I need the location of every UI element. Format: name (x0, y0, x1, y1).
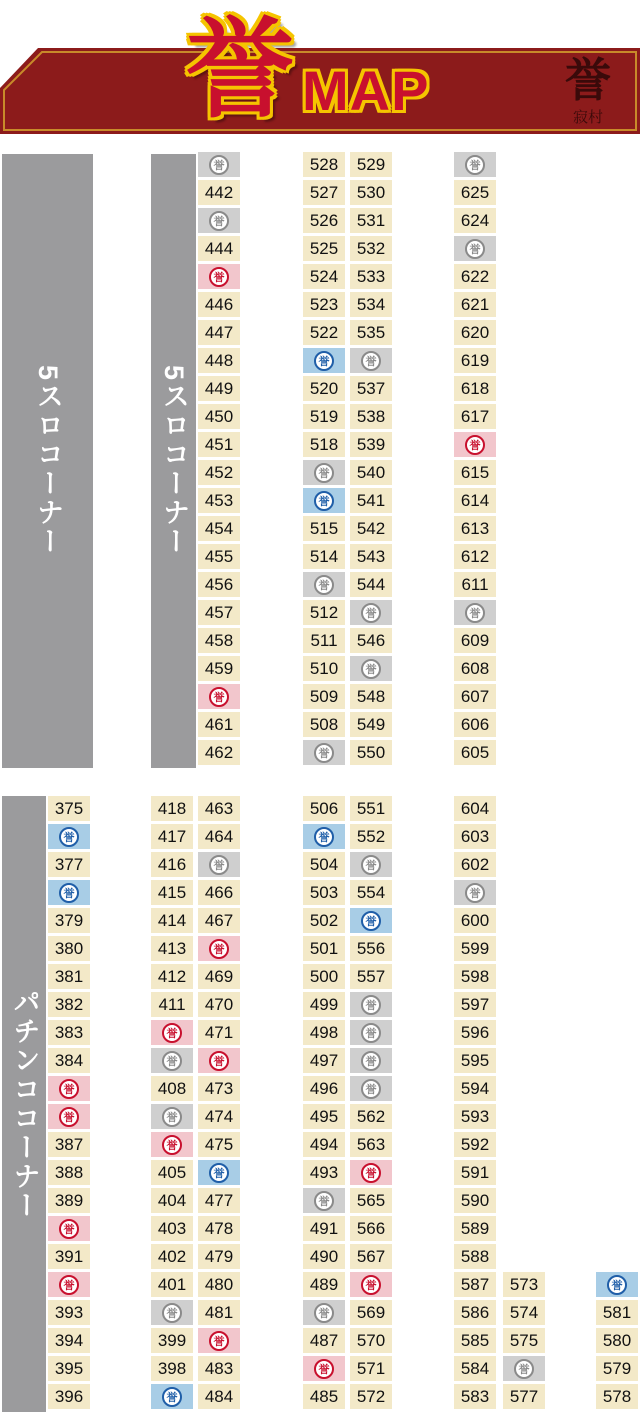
machine-slot[interactable]: 611 (454, 572, 496, 597)
homare-medal-icon: 誉 (162, 1387, 182, 1407)
machine-slot[interactable]: 417 (151, 824, 193, 849)
machine-slot[interactable]: 442 (198, 180, 240, 205)
homare-medal-icon: 誉 (465, 603, 485, 623)
machine-slot[interactable]: 591 (454, 1160, 496, 1185)
machine-slot[interactable]: 525 (303, 236, 345, 261)
machine-slot[interactable]: 462 (198, 740, 240, 765)
machine-slot[interactable]: 612 (454, 544, 496, 569)
machine-slot[interactable]: 604 (454, 796, 496, 821)
machine-slot[interactable]: 454 (198, 516, 240, 541)
machine-slot[interactable]: 487 (303, 1328, 345, 1353)
machine-slot-gray-medal[interactable] (198, 208, 240, 233)
machine-slot[interactable]: 481 (198, 1300, 240, 1325)
machine-slot[interactable]: 471 (198, 1020, 240, 1045)
machine-slot[interactable]: 518 (303, 432, 345, 457)
machine-slot[interactable]: 508 (303, 712, 345, 737)
homare-medal-icon: 誉 (465, 435, 485, 455)
machine-slot[interactable]: 580 (596, 1328, 638, 1353)
homare-medal-icon: 誉 (59, 1079, 79, 1099)
machine-slot[interactable]: 519 (303, 404, 345, 429)
machine-slot-gray-medal[interactable] (303, 460, 345, 485)
machine-slot[interactable]: 531 (350, 208, 392, 233)
header-banner (0, 0, 640, 140)
machine-slot[interactable]: 405 (151, 1160, 193, 1185)
machine-slot[interactable]: 418 (151, 796, 193, 821)
machine-slot[interactable]: 485 (303, 1384, 345, 1409)
machine-slot[interactable]: 529 (350, 152, 392, 177)
machine-slot[interactable]: 569 (350, 1300, 392, 1325)
machine-slot-red-medal[interactable] (303, 1356, 345, 1381)
machine-slot[interactable]: 475 (198, 1132, 240, 1157)
machine-slot-gray-medal[interactable] (151, 1048, 193, 1073)
machine-slot[interactable]: 474 (198, 1104, 240, 1129)
machine-slot[interactable]: 581 (596, 1300, 638, 1325)
machine-slot-gray-medal[interactable] (503, 1356, 545, 1381)
machine-slot[interactable]: 532 (350, 236, 392, 261)
machine-slot-red-medal[interactable] (198, 936, 240, 961)
machine-slot[interactable]: 394 (48, 1328, 90, 1353)
machine-slot-red-medal[interactable] (48, 1272, 90, 1297)
homare-medal-icon: 誉 (59, 1107, 79, 1127)
machine-slot[interactable]: 572 (350, 1384, 392, 1409)
homare-medal-icon: 誉 (514, 1359, 534, 1379)
machine-slot[interactable]: 599 (454, 936, 496, 961)
corner-label-pachinko (2, 796, 46, 1412)
machine-slot[interactable]: 384 (48, 1048, 90, 1073)
machine-slot[interactable]: 411 (151, 992, 193, 1017)
homare-medal-icon: 誉 (361, 1275, 381, 1295)
machine-slot[interactable]: 624 (454, 208, 496, 233)
machine-slot[interactable]: 556 (350, 936, 392, 961)
homare-medal-icon: 誉 (209, 211, 229, 231)
machine-slot[interactable]: 522 (303, 320, 345, 345)
machine-slot-gray-medal[interactable] (350, 1076, 392, 1101)
machine-slot[interactable]: 387 (48, 1132, 90, 1157)
machine-slot[interactable]: 618 (454, 376, 496, 401)
homare-medal-icon: 誉 (59, 883, 79, 903)
machine-slot[interactable]: 596 (454, 1020, 496, 1045)
homare-medal-icon: 誉 (162, 1051, 182, 1071)
machine-slot-gray-medal[interactable] (454, 236, 496, 261)
machine-slot[interactable]: 379 (48, 908, 90, 933)
machine-slot[interactable]: 539 (350, 432, 392, 457)
homare-medal-icon: 誉 (314, 351, 334, 371)
homare-medal-icon: 誉 (59, 1275, 79, 1295)
machine-slot[interactable]: 399 (151, 1328, 193, 1353)
machine-slot[interactable]: 496 (303, 1076, 345, 1101)
machine-slot[interactable]: 535 (350, 320, 392, 345)
machine-slot[interactable]: 395 (48, 1356, 90, 1381)
homare-medal-icon: 誉 (361, 1079, 381, 1099)
machine-slot[interactable]: 595 (454, 1048, 496, 1073)
machine-slot[interactable]: 526 (303, 208, 345, 233)
machine-slot[interactable]: 467 (198, 908, 240, 933)
machine-slot[interactable]: 605 (454, 740, 496, 765)
machine-slot[interactable]: 458 (198, 628, 240, 653)
machine-slot[interactable]: 493 (303, 1160, 345, 1185)
machine-slot[interactable]: 546 (350, 628, 392, 653)
machine-slot[interactable]: 617 (454, 404, 496, 429)
machine-slot-gray-medal[interactable] (151, 1300, 193, 1325)
machine-slot[interactable]: 625 (454, 180, 496, 205)
machine-slot[interactable]: 592 (454, 1132, 496, 1157)
machine-slot[interactable]: 414 (151, 908, 193, 933)
machine-slot[interactable]: 464 (198, 824, 240, 849)
machine-slot[interactable]: 455 (198, 544, 240, 569)
machine-slot[interactable]: 479 (198, 1244, 240, 1269)
machine-slot[interactable]: 575 (503, 1328, 545, 1353)
machine-slot[interactable]: 543 (350, 544, 392, 569)
homare-medal-icon: 誉 (209, 155, 229, 175)
machine-slot[interactable]: 451 (198, 432, 240, 457)
homare-medal-icon: 誉 (607, 1275, 627, 1295)
homare-medal-icon: 誉 (465, 883, 485, 903)
homare-medal-icon: 誉 (162, 1107, 182, 1127)
machine-slot[interactable]: 510 (303, 656, 345, 681)
machine-slot-gray-medal[interactable] (151, 1104, 193, 1129)
machine-slot[interactable]: 520 (303, 376, 345, 401)
machine-slot[interactable]: 416 (151, 852, 193, 877)
homare-medal-icon: 誉 (314, 1191, 334, 1211)
machine-slot-gray-medal[interactable] (303, 740, 345, 765)
machine-slot[interactable]: 615 (454, 460, 496, 485)
machine-slot[interactable]: 511 (303, 628, 345, 653)
machine-slot[interactable]: 527 (303, 180, 345, 205)
homare-medal-icon: 誉 (361, 995, 381, 1015)
machine-slot-gray-medal[interactable] (303, 1188, 345, 1213)
machine-slot[interactable]: 453 (198, 488, 240, 513)
machine-slot[interactable]: 585 (454, 1328, 496, 1353)
machine-slot-red-medal[interactable] (350, 1160, 392, 1185)
machine-slot[interactable]: 577 (503, 1384, 545, 1409)
machine-slot-gray-medal[interactable] (350, 1048, 392, 1073)
machine-slot[interactable]: 515 (303, 516, 345, 541)
machine-slot[interactable]: 530 (350, 180, 392, 205)
machine-slot[interactable]: 404 (151, 1188, 193, 1213)
machine-slot[interactable]: 600 (454, 908, 496, 933)
machine-slot[interactable]: 590 (454, 1188, 496, 1213)
homare-medal-icon: 誉 (465, 155, 485, 175)
machine-slot[interactable]: 622 (454, 264, 496, 289)
machine-slot[interactable]: 398 (151, 1356, 193, 1381)
machine-slot[interactable]: 506 (303, 796, 345, 821)
machine-slot[interactable]: 608 (454, 656, 496, 681)
homare-medal-icon: 誉 (314, 1359, 334, 1379)
machine-slot-gray-medal[interactable] (198, 152, 240, 177)
machine-slot-blue-medal[interactable] (303, 824, 345, 849)
homare-medal-icon: 誉 (209, 1331, 229, 1351)
machine-slot[interactable]: 567 (350, 1244, 392, 1269)
homare-medal-icon: 誉 (314, 463, 334, 483)
homare-medal-icon: 誉 (361, 855, 381, 875)
machine-slot[interactable]: 554 (350, 880, 392, 905)
homare-medal-icon: 誉 (314, 827, 334, 847)
machine-slot[interactable]: 408 (151, 1076, 193, 1101)
machine-slot[interactable]: 537 (350, 376, 392, 401)
header-title: MAP (302, 59, 430, 122)
machine-slot[interactable]: 533 (350, 264, 392, 289)
machine-slot-gray-medal[interactable] (303, 572, 345, 597)
machine-slot[interactable]: 606 (454, 712, 496, 737)
machine-slot[interactable]: 557 (350, 964, 392, 989)
header-logo-kanji: 誉 (185, 7, 294, 133)
corner-label-5slot-left (2, 154, 93, 768)
homare-medal-icon: 誉 (361, 1051, 381, 1071)
machine-slot[interactable]: 573 (503, 1272, 545, 1297)
machine-slot[interactable]: 588 (454, 1244, 496, 1269)
homare-medal-icon: 誉 (59, 827, 79, 847)
homare-medal-icon: 誉 (361, 603, 381, 623)
machine-slot[interactable]: 613 (454, 516, 496, 541)
machine-slot[interactable]: 413 (151, 936, 193, 961)
machine-slot[interactable]: 548 (350, 684, 392, 709)
machine-slot-blue-medal[interactable] (48, 824, 90, 849)
homare-medal-icon: 誉 (209, 1051, 229, 1071)
machine-slot-blue-medal[interactable] (596, 1272, 638, 1297)
machine-slot[interactable]: 504 (303, 852, 345, 877)
homare-medal-icon: 誉 (361, 659, 381, 679)
machine-slot-red-medal[interactable] (151, 1020, 193, 1045)
machine-slot-blue-medal[interactable] (303, 488, 345, 513)
machine-slot[interactable]: 602 (454, 852, 496, 877)
homare-medal-icon: 誉 (209, 267, 229, 287)
machine-slot[interactable]: 469 (198, 964, 240, 989)
homare-medal-icon: 誉 (162, 1303, 182, 1323)
machine-slot[interactable]: 497 (303, 1048, 345, 1073)
machine-slot[interactable]: 603 (454, 824, 496, 849)
machine-slot-gray-medal[interactable] (454, 152, 496, 177)
machine-slot[interactable]: 509 (303, 684, 345, 709)
homare-medal-icon: 誉 (209, 687, 229, 707)
machine-slot[interactable]: 449 (198, 376, 240, 401)
machine-slot[interactable]: 584 (454, 1356, 496, 1381)
logo-emblem-sub: 寂村 (572, 108, 603, 126)
machine-slot-blue-medal[interactable] (350, 908, 392, 933)
machine-slot[interactable]: 541 (350, 488, 392, 513)
machine-slot[interactable]: 466 (198, 880, 240, 905)
machine-slot-red-medal[interactable] (151, 1132, 193, 1157)
machine-slot[interactable]: 382 (48, 992, 90, 1017)
machine-slot-red-medal[interactable] (454, 432, 496, 457)
logo-emblem-kanji: 誉 (565, 53, 611, 107)
homare-medal-icon: 誉 (361, 1023, 381, 1043)
corner-label-text: 5スロコーナー (159, 365, 189, 557)
machine-slot[interactable]: 619 (454, 348, 496, 373)
machine-slot[interactable]: 450 (198, 404, 240, 429)
machine-slot[interactable]: 570 (350, 1328, 392, 1353)
machine-slot-red-medal[interactable] (48, 1104, 90, 1129)
corner-label-text: パチンココーナー (9, 988, 40, 1220)
machine-slot[interactable]: 470 (198, 992, 240, 1017)
machine-slot[interactable]: 415 (151, 880, 193, 905)
machine-slot[interactable]: 552 (350, 824, 392, 849)
machine-slot[interactable]: 589 (454, 1216, 496, 1241)
machine-slot[interactable]: 391 (48, 1244, 90, 1269)
machine-slot[interactable]: 583 (454, 1384, 496, 1409)
machine-slot[interactable]: 402 (151, 1244, 193, 1269)
machine-slot[interactable]: 383 (48, 1020, 90, 1045)
machine-slot[interactable]: 502 (303, 908, 345, 933)
machine-slot-gray-medal[interactable] (303, 1300, 345, 1325)
corner-label-5slot-right (151, 154, 196, 768)
machine-slot[interactable]: 412 (151, 964, 193, 989)
machine-slot[interactable]: 609 (454, 628, 496, 653)
machine-slot[interactable]: 565 (350, 1188, 392, 1213)
machine-slot[interactable]: 381 (48, 964, 90, 989)
machine-slot[interactable]: 621 (454, 292, 496, 317)
machine-slot[interactable]: 490 (303, 1244, 345, 1269)
machine-slot[interactable]: 534 (350, 292, 392, 317)
machine-slot-red-medal[interactable] (48, 1076, 90, 1101)
machine-slot-gray-medal[interactable] (350, 992, 392, 1017)
machine-slot[interactable]: 542 (350, 516, 392, 541)
machine-slot-gray-medal[interactable] (350, 852, 392, 877)
machine-slot-blue-medal[interactable] (198, 1160, 240, 1185)
homare-medal-icon: 誉 (209, 1163, 229, 1183)
machine-slot-gray-medal[interactable] (454, 880, 496, 905)
machine-slot[interactable]: 566 (350, 1216, 392, 1241)
machine-slot[interactable]: 446 (198, 292, 240, 317)
machine-slot[interactable]: 544 (350, 572, 392, 597)
machine-slot[interactable]: 523 (303, 292, 345, 317)
machine-slot[interactable]: 491 (303, 1216, 345, 1241)
machine-slot-blue-medal[interactable] (151, 1384, 193, 1409)
machine-slot[interactable]: 456 (198, 572, 240, 597)
machine-slot[interactable]: 593 (454, 1104, 496, 1129)
machine-slot-gray-medal[interactable] (454, 600, 496, 625)
machine-slot[interactable]: 478 (198, 1216, 240, 1241)
machine-slot[interactable]: 495 (303, 1104, 345, 1129)
machine-slot[interactable]: 483 (198, 1356, 240, 1381)
machine-slot[interactable]: 389 (48, 1188, 90, 1213)
machine-slot[interactable]: 597 (454, 992, 496, 1017)
machine-slot[interactable]: 586 (454, 1300, 496, 1325)
homare-medal-icon: 誉 (162, 1135, 182, 1155)
homare-medal-icon: 誉 (209, 939, 229, 959)
machine-slot[interactable]: 514 (303, 544, 345, 569)
homare-medal-icon: 誉 (314, 743, 334, 763)
machine-slot[interactable]: 501 (303, 936, 345, 961)
machine-slot[interactable]: 571 (350, 1356, 392, 1381)
machine-slot[interactable]: 484 (198, 1384, 240, 1409)
homare-medal-icon: 誉 (465, 239, 485, 259)
machine-slot[interactable]: 489 (303, 1272, 345, 1297)
machine-slot[interactable]: 607 (454, 684, 496, 709)
machine-slot[interactable]: 375 (48, 796, 90, 821)
machine-slot-red-medal[interactable] (350, 1272, 392, 1297)
machine-slot[interactable]: 480 (198, 1272, 240, 1297)
machine-slot[interactable]: 549 (350, 712, 392, 737)
machine-slot[interactable]: 538 (350, 404, 392, 429)
machine-slot[interactable]: 459 (198, 656, 240, 681)
machine-slot[interactable]: 393 (48, 1300, 90, 1325)
machine-slot-red-medal[interactable] (198, 264, 240, 289)
machine-slot[interactable]: 512 (303, 600, 345, 625)
machine-slot[interactable]: 562 (350, 1104, 392, 1129)
machine-slot[interactable]: 550 (350, 740, 392, 765)
machine-slot[interactable]: 457 (198, 600, 240, 625)
machine-slot[interactable]: 598 (454, 964, 496, 989)
machine-slot[interactable]: 579 (596, 1356, 638, 1381)
homare-medal-icon: 誉 (361, 911, 381, 931)
machine-slot[interactable]: 563 (350, 1132, 392, 1157)
machine-slot[interactable]: 380 (48, 936, 90, 961)
machine-slot[interactable]: 528 (303, 152, 345, 177)
machine-slot-gray-medal[interactable] (350, 348, 392, 373)
homare-medal-icon: 誉 (361, 1163, 381, 1183)
machine-slot[interactable]: 587 (454, 1272, 496, 1297)
machine-slot[interactable]: 377 (48, 852, 90, 877)
homare-medal-icon: 誉 (314, 575, 334, 595)
machine-slot[interactable]: 540 (350, 460, 392, 485)
machine-slot[interactable]: 499 (303, 992, 345, 1017)
machine-slot[interactable]: 503 (303, 880, 345, 905)
machine-slot-red-medal[interactable] (198, 684, 240, 709)
machine-slot[interactable]: 614 (454, 488, 496, 513)
homare-medal-icon: 誉 (361, 351, 381, 371)
machine-slot[interactable]: 396 (48, 1384, 90, 1409)
machine-slot[interactable]: 447 (198, 320, 240, 345)
machine-slot[interactable]: 578 (596, 1384, 638, 1409)
machine-slot[interactable]: 594 (454, 1076, 496, 1101)
machine-slot-red-medal[interactable] (198, 1048, 240, 1073)
machine-slot[interactable]: 401 (151, 1272, 193, 1297)
machine-slot[interactable]: 403 (151, 1216, 193, 1241)
machine-slot[interactable]: 463 (198, 796, 240, 821)
corner-label-text: 5スロコーナー (33, 365, 63, 557)
homare-medal-icon: 誉 (314, 491, 334, 511)
store-logo-emblem (548, 50, 628, 132)
machine-slot-gray-medal[interactable] (350, 600, 392, 625)
machine-slot[interactable]: 494 (303, 1132, 345, 1157)
homare-medal-icon: 誉 (209, 855, 229, 875)
machine-slot[interactable]: 620 (454, 320, 496, 345)
machine-slot[interactable]: 551 (350, 796, 392, 821)
homare-medal-icon: 誉 (314, 1303, 334, 1323)
machine-slot-gray-medal[interactable] (350, 656, 392, 681)
machine-slot[interactable]: 473 (198, 1076, 240, 1101)
machine-slot-blue-medal[interactable] (303, 348, 345, 373)
machine-slot[interactable]: 500 (303, 964, 345, 989)
machine-slot-blue-medal[interactable] (48, 880, 90, 905)
machine-slot[interactable]: 452 (198, 460, 240, 485)
machine-slot[interactable]: 461 (198, 712, 240, 737)
machine-slot[interactable]: 574 (503, 1300, 545, 1325)
homare-medal-icon: 誉 (162, 1023, 182, 1043)
homare-medal-icon: 誉 (59, 1219, 79, 1239)
machine-slot-gray-medal[interactable] (198, 852, 240, 877)
machine-slot[interactable]: 477 (198, 1188, 240, 1213)
machine-slot-red-medal[interactable] (198, 1328, 240, 1353)
machine-slot-gray-medal[interactable] (350, 1020, 392, 1045)
machine-slot[interactable]: 388 (48, 1160, 90, 1185)
machine-slot-red-medal[interactable] (48, 1216, 90, 1241)
machine-slot[interactable]: 448 (198, 348, 240, 373)
machine-slot[interactable]: 444 (198, 236, 240, 261)
machine-slot[interactable]: 498 (303, 1020, 345, 1045)
machine-slot[interactable]: 524 (303, 264, 345, 289)
